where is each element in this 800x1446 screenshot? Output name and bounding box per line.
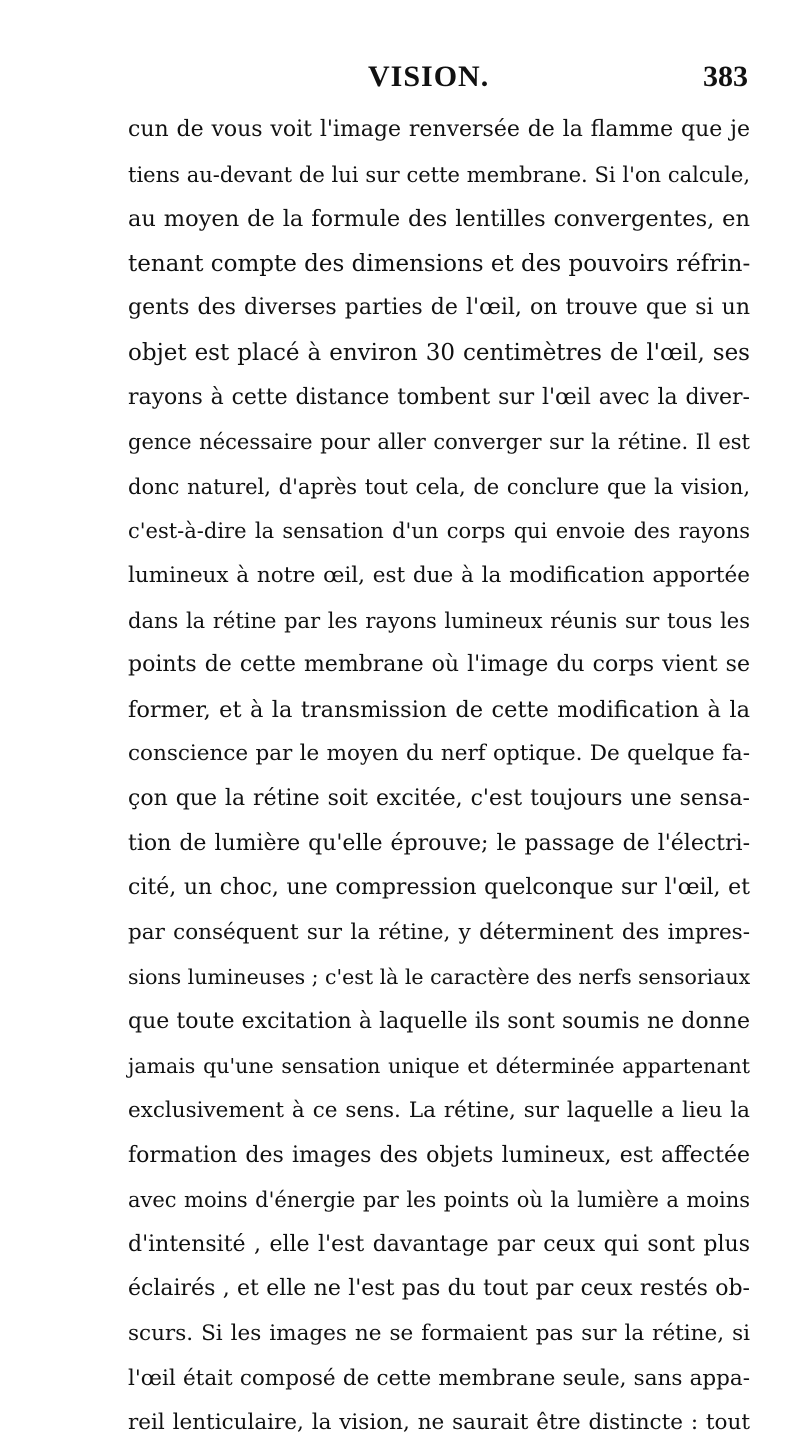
text-line: formation des images des objets lumineux, est affectée xyxy=(128,1142,750,1168)
text-line: au moyen de la formule des lentilles convergentes, en xyxy=(128,206,750,233)
text-line: gence nécessaire pour aller converger sur la rétine. Il est xyxy=(128,430,750,455)
text-line: rayons à cette distance tombent sur l'œil avec la diver- xyxy=(128,384,750,410)
text-line: points de cette membrane où l'image du corps vient se xyxy=(128,652,750,678)
text-line: scurs. Si les images ne se formaient pas sur la rétine, si xyxy=(128,1321,750,1347)
text-line: d'intensité , elle l'est davantage par ceux qui sont plus xyxy=(128,1231,750,1257)
running-head xyxy=(128,60,748,100)
text-line: par conséquent sur la rétine, y déterminent des impres- xyxy=(128,919,750,945)
text-line: éclairés , et elle ne l'est pas du tout par ceux restés ob- xyxy=(128,1276,750,1302)
text-line: jamais qu'une sensation unique et déterminée appartenant xyxy=(128,1054,750,1079)
text-line: dans la rétine par les rayons lumineux réunis sur tous les xyxy=(128,608,750,633)
text-line: gents des diverses parties de l'œil, on trouve que si un xyxy=(128,295,750,321)
text-line: l'œil était composé de cette membrane seule, sans appa- xyxy=(128,1365,750,1391)
text-line: reil lenticulaire, la vision, ne saurait être distincte : tout xyxy=(128,1410,750,1436)
text-line: cun de vous voit l'image renversée de la flamme que je xyxy=(128,117,750,142)
text-line: conscience par le moyen du nerf optique. De quelque fa- xyxy=(128,741,750,767)
text-line: exclusivement à ce sens. La rétine, sur laquelle a lieu la xyxy=(128,1098,750,1124)
text-line: objet est placé à environ 30 centimètres de l'œil, ses xyxy=(128,339,750,366)
body-paragraph xyxy=(128,108,750,1446)
text-line: tion de lumière qu'elle éprouve; le passage de l'électri- xyxy=(128,830,750,856)
text-line: çon que la rétine soit excitée, c'est toujours une sensa- xyxy=(128,785,750,811)
text-line: sions lumineuses ; c'est là le caractère des nerfs sensoriaux xyxy=(128,965,751,990)
page-number: 383 xyxy=(703,60,748,93)
text-line: donc naturel, d'après tout cela, de conclure que la vision, xyxy=(128,474,750,499)
text-line: former, et à la transmission de cette modification à la xyxy=(128,696,750,723)
text-line: cité, un choc, une compression quelconque sur l'œil, et xyxy=(128,875,750,901)
text-line: c'est-à-dire la sensation d'un corps qui envoie des rayons xyxy=(128,519,750,544)
text-line: avec moins d'énergie par les points où la lumière a moins xyxy=(128,1188,750,1213)
text-line: tiens au-devant de lui sur cette membrane. Si l'on calcule, xyxy=(128,162,750,187)
chapter-title: VISION. xyxy=(368,60,490,93)
text-line: que toute excitation à laquelle ils sont soumis ne donne xyxy=(128,1008,750,1034)
text-line: tenant compte des dimensions et des pouvoirs réfrin- xyxy=(128,250,751,277)
text-line: lumineux à notre œil, est due à la modification apportée xyxy=(128,562,750,588)
